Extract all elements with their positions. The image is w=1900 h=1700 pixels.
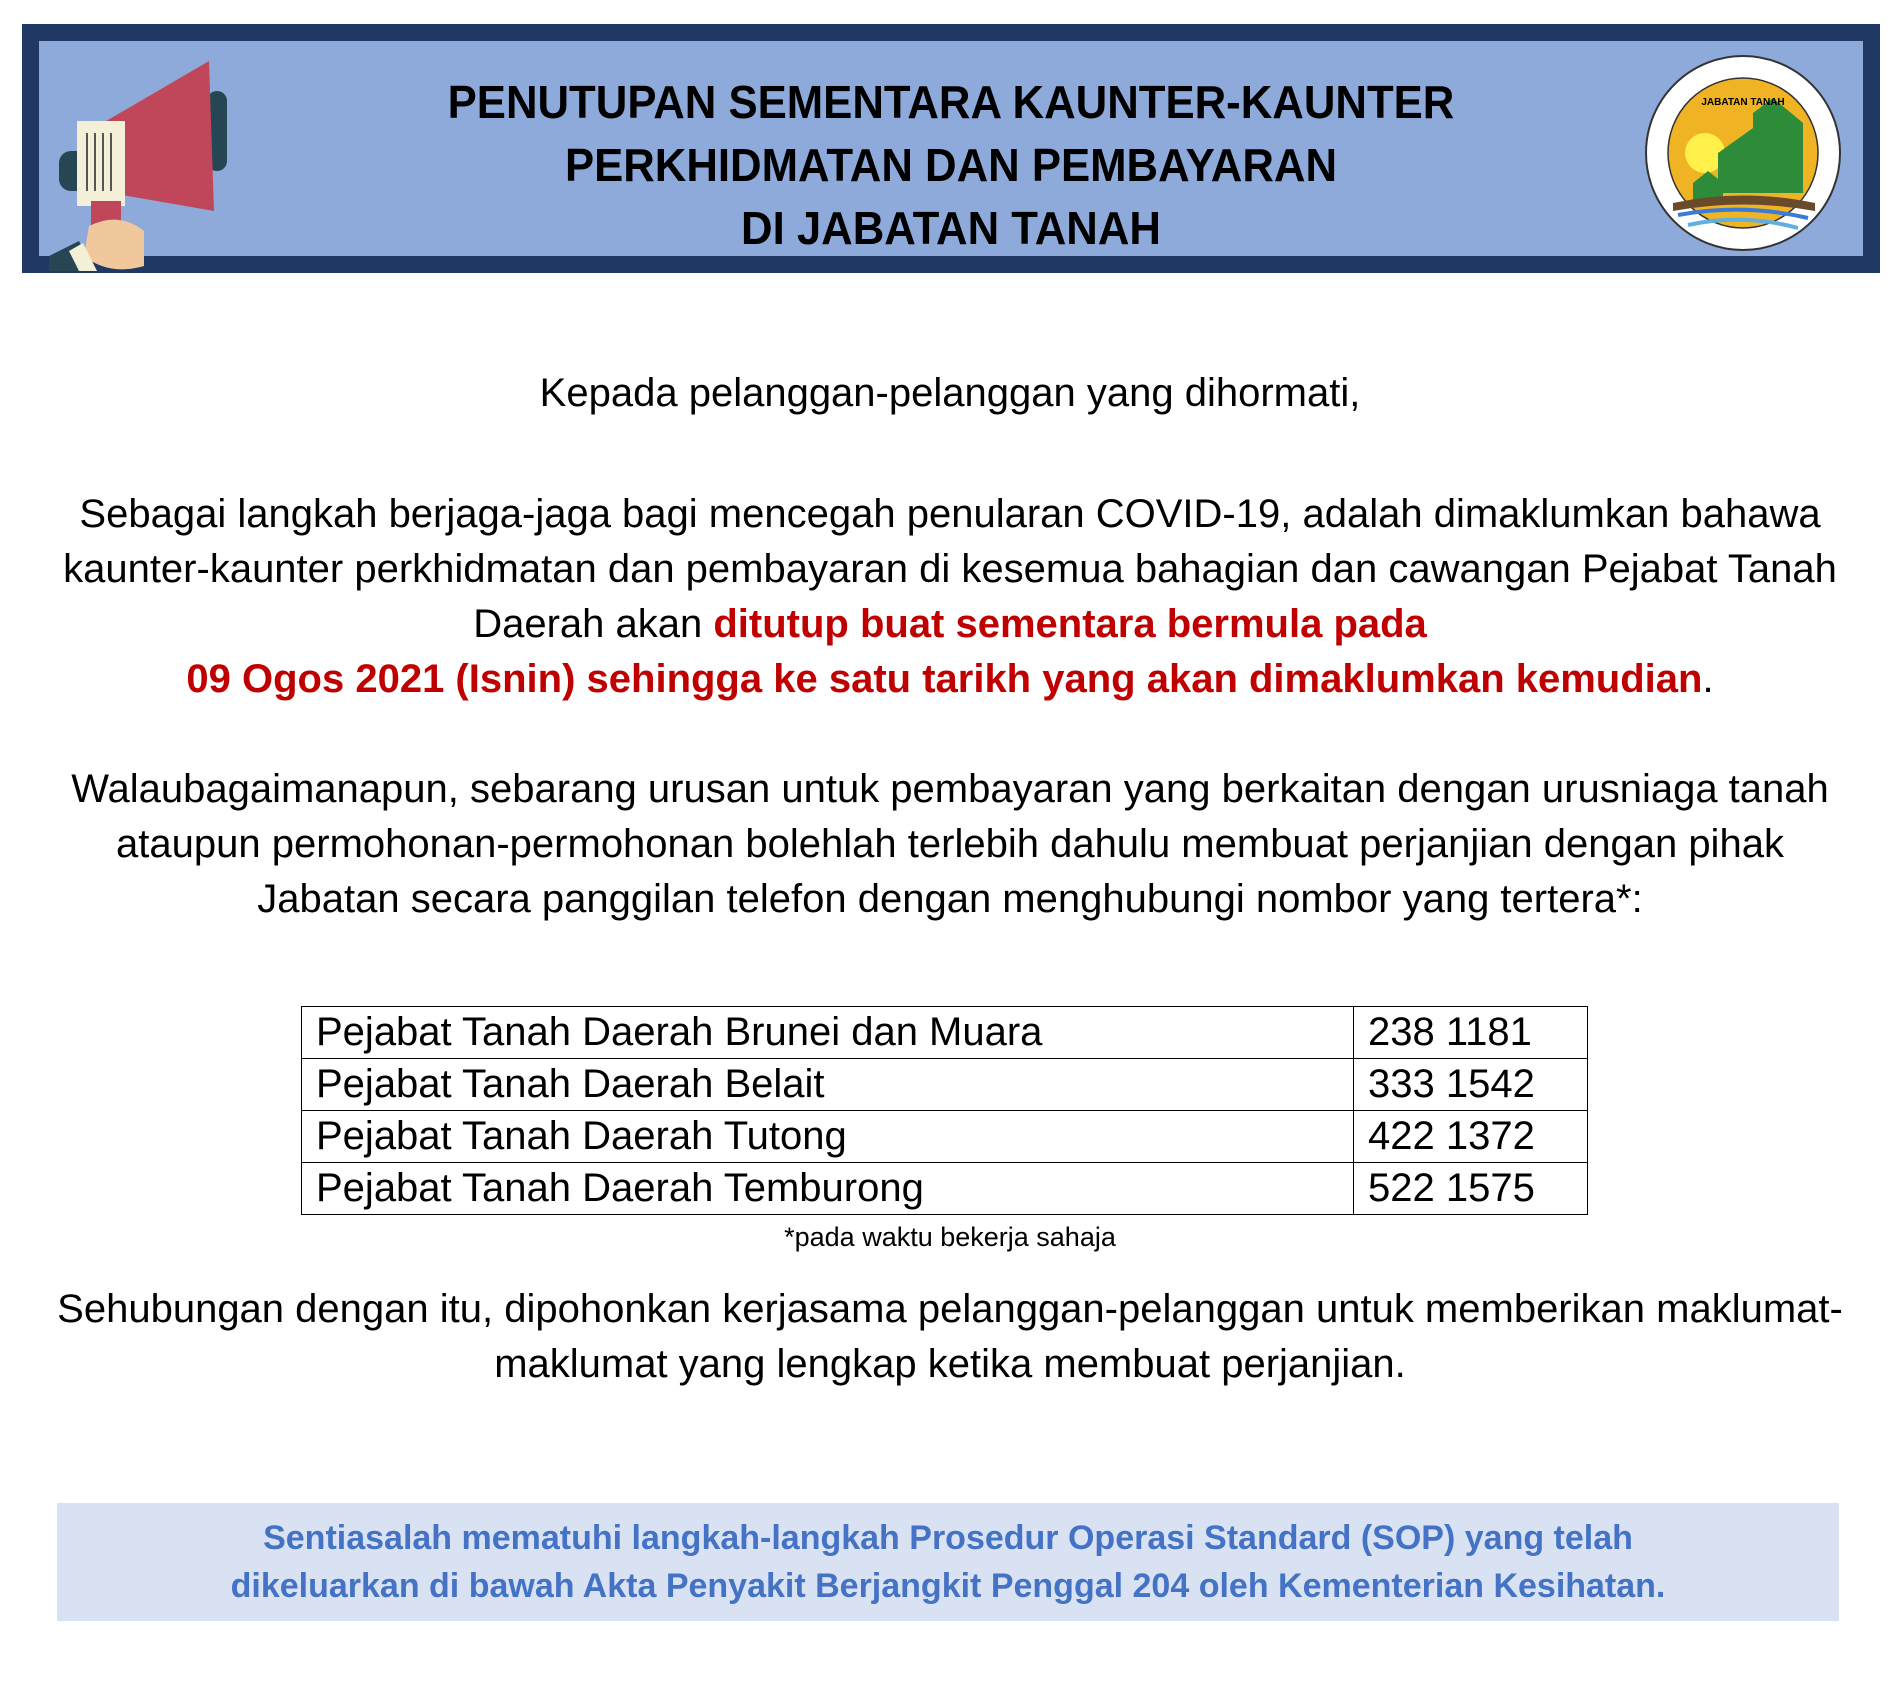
closure-paragraph (40, 487, 1860, 707)
table-row (302, 1007, 1588, 1059)
title-line: DI JABATAN TANAH (741, 202, 1161, 254)
office-phone: 422 1372 (1354, 1111, 1588, 1163)
office-name: Pejabat Tanah Daerah Belait (302, 1059, 1354, 1111)
closure-highlight: ditutup buat sementara bermula pada (713, 602, 1427, 646)
office-contact-table (301, 1006, 1588, 1215)
closure-date-highlight: 09 Ogos 2021 (Isnin) sehingga ke satu tarikh yang akan dimaklumkan kemudian (186, 657, 1703, 701)
table-row (302, 1059, 1588, 1111)
office-name: Pejabat Tanah Daerah Tutong (302, 1111, 1354, 1163)
greeting: Kepada pelanggan-pelanggan yang dihormati, (539, 371, 1361, 415)
svg-text:JABATAN TANAH: JABATAN TANAH (1701, 97, 1785, 108)
header-banner-inner (39, 41, 1863, 256)
closure-text: Sebagai langkah berjaga-jaga bagi mencegah penularan COVID-19, adalah dimaklumkan bahawa kaunter-kaunter perkhidmatan dan pembayaran di kesemua bahagian dan cawangan Pejabat Tanah Daerah akan (63, 492, 1837, 646)
footnote: *pada waktu bekerja sahaja (784, 1222, 1116, 1252)
sop-line: Sentiasalah mematuhi langkah-langkah Prosedur Operasi Standard (SOP) yang telah (263, 1519, 1633, 1557)
office-phone: 522 1575 (1354, 1163, 1588, 1215)
sop-line: dikeluarkan di bawah Akta Penyakit Berjangkit Penggal 204 oleh Kementerian Kesihatan. (230, 1567, 1666, 1605)
office-phone: 333 1542 (1354, 1059, 1588, 1111)
office-phone: 238 1181 (1354, 1007, 1588, 1059)
jabatan-tanah-logo (1643, 53, 1843, 253)
title-line: PENUTUPAN SEMENTARA KAUNTER-KAUNTER (447, 76, 1455, 128)
sop-reminder-box (57, 1503, 1839, 1621)
header-banner (22, 24, 1880, 273)
table-row (302, 1163, 1588, 1215)
closure-period: . (1702, 657, 1714, 701)
office-name: Pejabat Tanah Daerah Brunei dan Muara (302, 1007, 1354, 1059)
notice-title (85, 71, 1818, 260)
title-line: PERKHIDMATAN DAN PEMBAYARAN (564, 139, 1338, 191)
office-name: Pejabat Tanah Daerah Temburong (302, 1163, 1354, 1215)
cooperation-paragraph: Sehubungan dengan itu, dipohonkan kerjasama pelanggan-pelanggan untuk memberikan maklumat-maklumat yang lengkap ketika membuat perjanjian. (57, 1287, 1843, 1386)
table-row (302, 1111, 1588, 1163)
appointment-paragraph: Walaubagaimanapun, sebarang urusan untuk pembayaran yang berkaitan dengan urusniaga tanah ataupun permohonan-permohonan bolehlah terlebih dahulu membuat perjanjian dengan pihak Jabatan secara panggilan telefon dengan menghubungi nombor yang tertera*: (71, 767, 1829, 921)
